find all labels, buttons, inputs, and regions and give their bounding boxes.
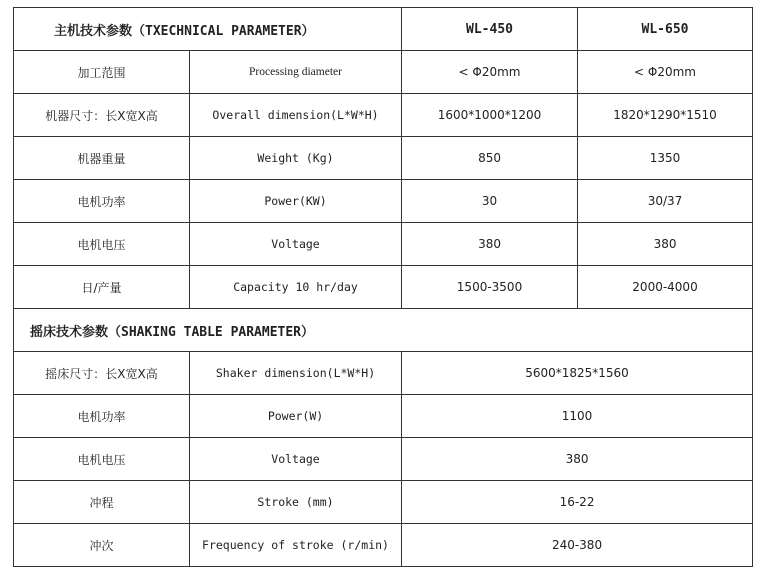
table-row (14, 94, 753, 137)
parameter-table (13, 7, 753, 567)
param-en-label: Capacity 10 hr/day (190, 266, 402, 309)
shaking-header-row (14, 309, 753, 352)
param-value: 240-380 (402, 524, 753, 567)
param-cn-label: 电机电压 (14, 438, 190, 481)
param-en-label: Weight (Kg) (190, 137, 402, 180)
param-value-wl-450: 850 (402, 137, 578, 180)
param-cn-label: 加工范围 (14, 51, 190, 94)
param-value-wl-650: 380 (578, 223, 753, 266)
param-value-wl-650: 2000-4000 (578, 266, 753, 309)
param-en-label: Power(W) (190, 395, 402, 438)
param-value-wl-450: 1600*1000*1200 (402, 94, 578, 137)
param-value-wl-450: 380 (402, 223, 578, 266)
param-en-label: Voltage (190, 438, 402, 481)
param-value-wl-650: 1820*1290*1510 (578, 94, 753, 137)
param-cn-label: 冲次 (14, 524, 190, 567)
param-en-label: Processing diameter (190, 51, 402, 94)
param-cn-label: 摇床尺寸：长X宽X高 (14, 352, 190, 395)
table-row (14, 51, 753, 94)
param-cn-label: 机器尺寸：长X宽X高 (14, 94, 190, 137)
main-header-row (14, 8, 753, 51)
param-value-wl-650: < Φ20mm (578, 51, 753, 94)
param-value: 5600*1825*1560 (402, 352, 753, 395)
table-row (14, 481, 753, 524)
table-row (14, 438, 753, 481)
param-value-wl-450: < Φ20mm (402, 51, 578, 94)
table-row (14, 395, 753, 438)
main-section-title: 主机技术参数（TXECHNICAL PARAMETER） (14, 8, 402, 51)
param-value: 16-22 (402, 481, 753, 524)
param-en-label: Shaker dimension(L*W*H) (190, 352, 402, 395)
table-row (14, 352, 753, 395)
model-wl-650: WL-650 (578, 8, 753, 51)
shaking-section-title: 摇床技术参数（SHAKING TABLE PARAMETER） (14, 309, 753, 352)
model-wl-450: WL-450 (402, 8, 578, 51)
param-cn-label: 冲程 (14, 481, 190, 524)
table-row (14, 524, 753, 567)
param-cn-label: 电机功率 (14, 180, 190, 223)
param-cn-label: 电机功率 (14, 395, 190, 438)
param-value-wl-450: 1500-3500 (402, 266, 578, 309)
table-row (14, 223, 753, 266)
param-en-label: Voltage (190, 223, 402, 266)
param-value: 1100 (402, 395, 753, 438)
param-cn-label: 机器重量 (14, 137, 190, 180)
param-en-label: Power(KW) (190, 180, 402, 223)
table-row (14, 180, 753, 223)
table-row (14, 137, 753, 180)
param-value-wl-650: 30/37 (578, 180, 753, 223)
param-value-wl-650: 1350 (578, 137, 753, 180)
table-row (14, 266, 753, 309)
param-en-label: Overall dimension(L*W*H) (190, 94, 402, 137)
param-en-label: Frequency of stroke (r/min) (190, 524, 402, 567)
param-en-label: Stroke (mm) (190, 481, 402, 524)
param-value: 380 (402, 438, 753, 481)
param-cn-label: 电机电压 (14, 223, 190, 266)
param-value-wl-450: 30 (402, 180, 578, 223)
param-cn-label: 日/产量 (14, 266, 190, 309)
